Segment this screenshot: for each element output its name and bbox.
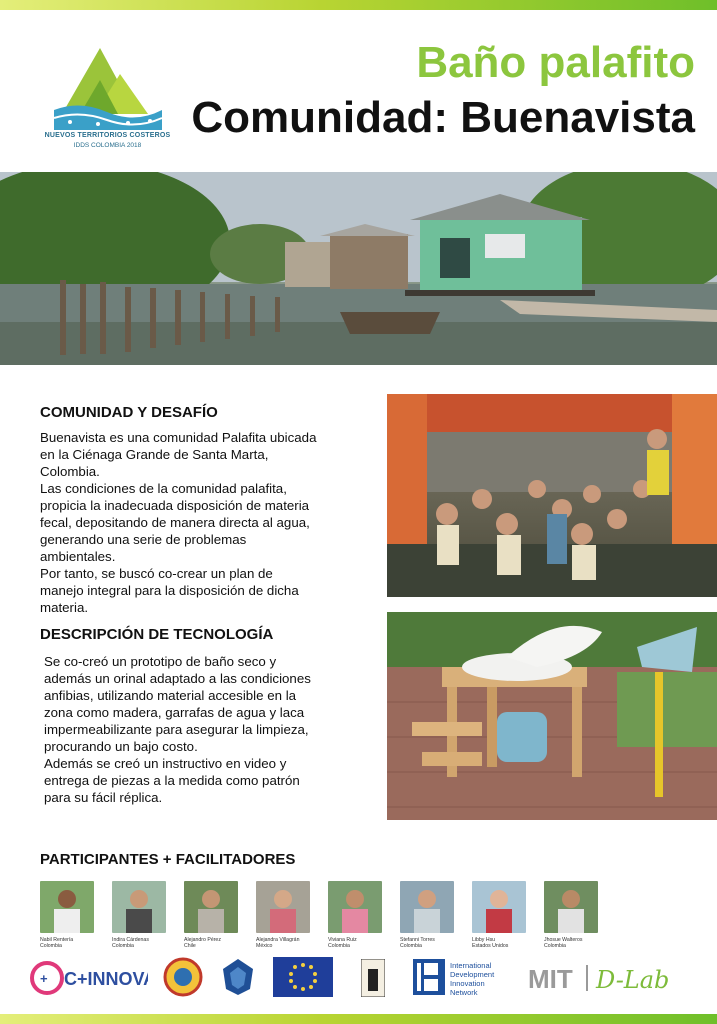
section-title-technology: DESCRIPCIÓN DE TECNOLOGÍA xyxy=(40,626,274,643)
participant-avatar xyxy=(40,881,94,933)
participant-country: Estados Unidos xyxy=(472,943,509,949)
participant-country: Colombia xyxy=(112,943,134,949)
technology-line: además un orinal adaptado a las condiciones xyxy=(44,671,311,686)
participant-card xyxy=(256,881,312,949)
participant-name: Alejandra Villagrán xyxy=(256,937,300,943)
participant-name: Libby Hsu xyxy=(472,937,496,943)
participant-card xyxy=(400,881,456,949)
participants-list xyxy=(40,881,640,953)
participant-card xyxy=(472,881,528,949)
institution-logo xyxy=(361,959,385,1002)
logo-subtitle: IDDS COLOMBIA 2018 xyxy=(73,142,142,149)
participant-card xyxy=(112,881,168,949)
participant-avatar xyxy=(112,881,166,933)
banner-photo-stilt-houses xyxy=(0,172,717,365)
participant-name: Viviana Ruiz xyxy=(328,937,357,943)
logo-title: NUEVOS TERRITORIOS COSTEROS xyxy=(44,132,171,139)
idin-text-4: Network xyxy=(450,988,478,997)
eu-flag-logo xyxy=(273,957,333,1002)
community-line: materia. xyxy=(40,600,89,615)
community-line: ambientales. xyxy=(40,549,116,564)
svg-text:+: + xyxy=(40,971,48,986)
participant-country: Colombia xyxy=(328,943,350,949)
idin-text-3: Innovation xyxy=(450,979,485,988)
community-line: generando una serie de problemas xyxy=(40,532,247,547)
mountain-wave-logo-icon xyxy=(40,40,175,132)
participant-country: Colombia xyxy=(544,943,566,949)
participant-card xyxy=(40,881,96,949)
participant-avatar xyxy=(184,881,238,933)
technology-line: impermeabilizante para asegurar la limpieza, xyxy=(44,722,309,737)
technology-line: Además se creó un instructivo en video y xyxy=(44,756,287,771)
bottom-accent-bar xyxy=(0,1014,717,1024)
top-accent-bar xyxy=(0,0,717,10)
participant-name: Stefanni Torres xyxy=(400,937,435,943)
participant-country: Colombia xyxy=(400,943,422,949)
page-title: Baño palafito xyxy=(416,38,695,87)
technology-line: Se co-creó un prototipo de baño seco y xyxy=(44,654,277,669)
university-logo xyxy=(163,957,203,1002)
mit-dlab-logo xyxy=(528,963,688,1000)
participant-country: México xyxy=(256,943,273,949)
technology-line: entrega de piezas a la medida como patrón xyxy=(44,773,300,788)
community-line: propicia la inadecuada disposición de materia xyxy=(40,498,310,513)
participant-avatar xyxy=(328,881,382,933)
participant-country: Chile xyxy=(184,943,196,949)
prototype-photo xyxy=(387,612,717,820)
idin-logo xyxy=(413,959,513,1002)
innova-logo-text: C+INNOVA xyxy=(64,969,148,989)
technology-line: procurando un bajo costo. xyxy=(44,739,198,754)
participant-country: Colombia xyxy=(40,943,62,949)
page-subtitle: Comunidad: Buenavista xyxy=(191,93,695,142)
participant-card xyxy=(328,881,384,949)
idin-text-2: Development xyxy=(450,970,495,979)
participant-avatar xyxy=(400,881,454,933)
community-line: Por tanto, se buscó co-crear un plan de xyxy=(40,566,273,581)
community-line: Colombia. xyxy=(40,464,100,479)
community-line: fecal, depositando de manera directa al agua, xyxy=(40,515,310,530)
community-line: manejo integral para la disposición de dicha xyxy=(40,583,299,598)
technology-line: para su fácil réplica. xyxy=(44,790,163,805)
participant-name: Jhosue Walteros xyxy=(544,937,583,943)
participant-card xyxy=(184,881,240,949)
dlab-text: D-Lab xyxy=(596,966,670,994)
group-photo xyxy=(387,394,717,597)
technology-description xyxy=(44,653,374,806)
participant-name: Indira Cárdenas xyxy=(112,937,149,943)
community-description xyxy=(40,429,370,616)
crest-logo xyxy=(220,957,256,1002)
technology-line: anfibias, utilizando material accesible en la xyxy=(44,688,297,703)
participant-avatar xyxy=(544,881,598,933)
technology-line: zona como madera, garrafas de agua y laca xyxy=(44,705,305,720)
section-title-community: COMUNIDAD Y DESAFÍO xyxy=(40,404,218,421)
idds-logo xyxy=(40,40,175,165)
community-line: en la Ciénaga Grande de Santa Marta, xyxy=(40,447,269,462)
participant-name: Alejandro Pérez xyxy=(184,937,221,943)
participant-avatar xyxy=(256,881,310,933)
mit-text: MIT xyxy=(528,964,573,994)
innova-logo xyxy=(30,961,148,1000)
participant-name: Nabil Rentería xyxy=(40,937,74,943)
section-title-participants: PARTICIPANTES + FACILITADORES xyxy=(40,851,296,868)
community-line: Buenavista es una comunidad Palafita ubicada xyxy=(40,430,317,445)
participant-card xyxy=(544,881,600,949)
idin-text-1: International xyxy=(450,961,492,970)
participant-avatar xyxy=(472,881,526,933)
sponsor-logos xyxy=(28,957,698,1001)
community-line: Las condiciones de la comunidad palafita, xyxy=(40,481,287,496)
